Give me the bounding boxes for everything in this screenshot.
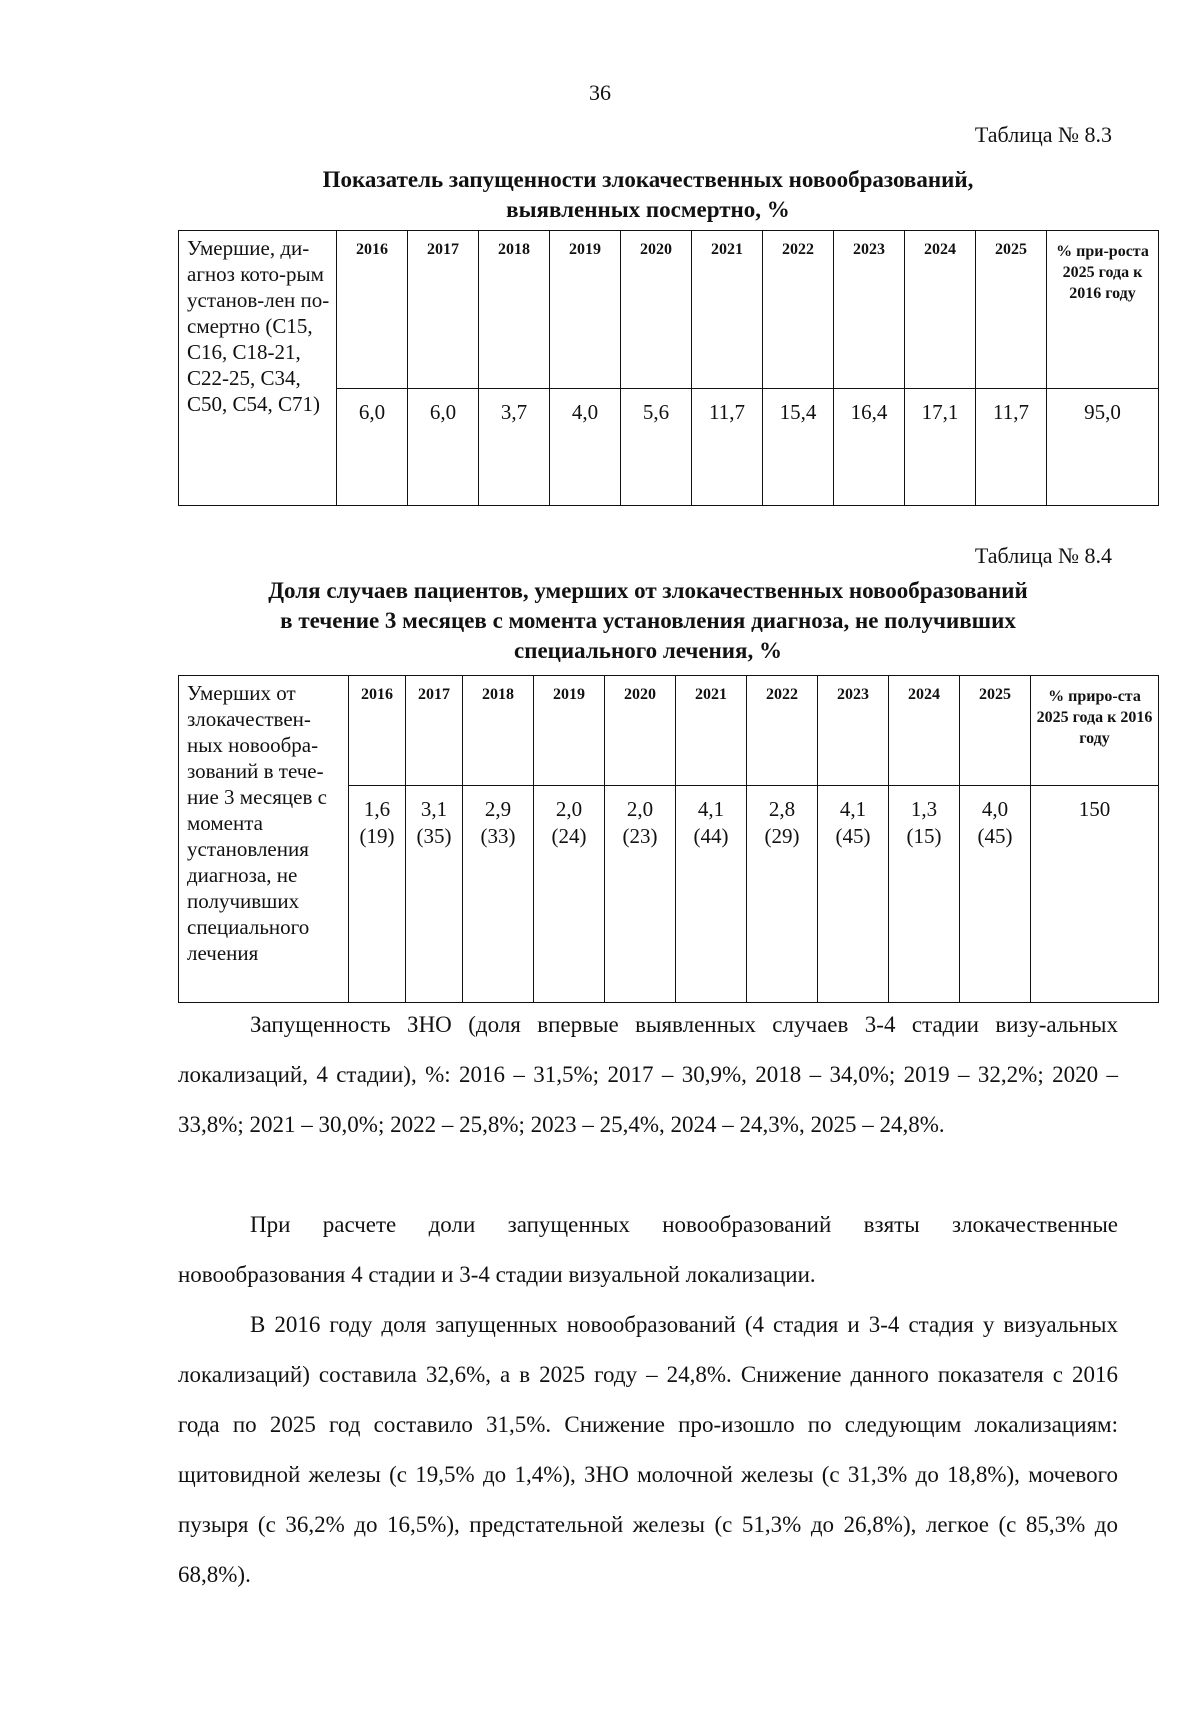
year-header: 2024 xyxy=(889,676,960,786)
year-header: 2018 xyxy=(479,231,550,389)
table-cell-value xyxy=(818,786,889,1003)
table-cell-value xyxy=(676,786,747,1003)
table-cell-value xyxy=(349,786,406,1003)
cell-count: (29) xyxy=(764,824,800,848)
table-cell-value: 3,7 xyxy=(479,389,550,506)
cell-count: (19) xyxy=(359,824,395,848)
cell-percent: 4,0 xyxy=(981,797,1009,821)
growth-value: 150 xyxy=(1031,786,1159,1003)
table-title-8-3 xyxy=(178,165,1118,225)
year-header: 2020 xyxy=(621,231,692,389)
year-header: 2022 xyxy=(747,676,818,786)
cell-count: (45) xyxy=(977,824,1013,848)
table-cell-value: 11,7 xyxy=(692,389,763,506)
year-header: 2021 xyxy=(692,231,763,389)
body-paragraph: В 2016 году доля запущенных новообразований (4 стадия и 3-4 стадия у визуальных локализаций) составила 32,6%, а в 2025 году – 24,8%. Снижение данного показателя с 2016 года по 2025 год составило 31,5%. Снижение про-изошло по следующим локализациям: щитовидной железы (с 19,5% до 1,4%), ЗНО молочной железы (с 31,3% до 18,8%), мочевого пузыря (с 36,2% до 16,5%), предстательной железы (с 51,3% до 26,8%), легкое (с 85,3% до 68,8%). xyxy=(178,1312,1118,1587)
cell-count: (15) xyxy=(906,824,942,848)
cell-percent: 1,6 xyxy=(363,797,391,821)
table-cell-value: 15,4 xyxy=(763,389,834,506)
table-cell-value: 4,0 xyxy=(550,389,621,506)
table-title-line: специального лечения, % xyxy=(514,637,782,663)
table-caption-8-4: Таблица № 8.4 xyxy=(974,543,1112,568)
cell-percent: 4,1 xyxy=(697,797,725,821)
table-cell-value: 5,6 xyxy=(621,389,692,506)
table-cell-value: 16,4 xyxy=(834,389,905,506)
table-8-3 xyxy=(178,230,1159,506)
body-paragraph: Запущенность ЗНО (доля впервые выявленных случаев 3-4 стадии визу-альных локализаций, 4 стадии), %: 2016 – 31,5%; 2017 – 30,9%, 2018 – 34,0%; 2019 – 32,2%; 2020 – 33,8%; 2021 – 30,0%; 2022 – 25,8%; 2023 – 25,4%, 2024 – 24,3%, 2025 – 24,8%. xyxy=(178,1012,1118,1137)
year-header: 2025 xyxy=(960,676,1031,786)
cell-percent: 3,1 xyxy=(420,797,448,821)
cell-percent: 4,1 xyxy=(839,797,867,821)
table-cell-value xyxy=(406,786,463,1003)
year-header: 2023 xyxy=(818,676,889,786)
table-cell-value: 6,0 xyxy=(408,389,479,506)
year-header: 2023 xyxy=(834,231,905,389)
table-cell-value xyxy=(463,786,534,1003)
page-number: 36 xyxy=(589,80,611,105)
body-paragraph: При расчете доли запущенных новообразований взяты злокачественные новообразования 4 стадии и 3-4 стадии визуальной локализации. xyxy=(178,1212,1118,1287)
year-header: 2025 xyxy=(976,231,1047,389)
cell-count: (44) xyxy=(693,824,729,848)
cell-count: (33) xyxy=(480,824,516,848)
year-header: 2016 xyxy=(337,231,408,389)
table-title-8-4 xyxy=(178,576,1118,666)
table-title-line: Показатель запущенности злокачественных новообразований, xyxy=(322,167,974,192)
table-cell-value xyxy=(605,786,676,1003)
year-header: 2017 xyxy=(408,231,479,389)
growth-header: % при-роста 2025 года к 2016 году xyxy=(1047,231,1159,389)
year-header: 2021 xyxy=(676,676,747,786)
year-header: 2018 xyxy=(463,676,534,786)
table-row-header: Умерших от злокачествен-ных новообра-зований в тече-ние 3 месяцев с момента установления диагноза, не получивших специального лечения xyxy=(179,676,349,1003)
table-title-line: Доля случаев пациентов, умерших от злокачественных новообразований xyxy=(268,578,1028,603)
table-title-line: в течение 3 месяцев с момента установления диагноза, не получивших xyxy=(280,607,1016,633)
year-header: 2024 xyxy=(905,231,976,389)
year-header: 2022 xyxy=(763,231,834,389)
table-8-4 xyxy=(178,675,1159,1003)
year-header: 2020 xyxy=(605,676,676,786)
table-cell-value: 11,7 xyxy=(976,389,1047,506)
cell-percent: 2,8 xyxy=(768,797,796,821)
cell-count: (45) xyxy=(835,824,871,848)
table-cell-value xyxy=(960,786,1031,1003)
growth-value: 95,0 xyxy=(1047,389,1159,506)
table-caption-8-3: Таблица № 8.3 xyxy=(974,122,1112,147)
cell-count: (23) xyxy=(622,824,658,848)
year-header: 2016 xyxy=(349,676,406,786)
table-row-header: Умершие, ди-агноз кото-рым установ-лен по-смертно (С15, С16, С18-21, С22-25, С34, С50, С54, С71) xyxy=(179,231,337,506)
table-title-line: выявленных посмертно, % xyxy=(506,196,790,222)
table-cell-value: 6,0 xyxy=(337,389,408,506)
table-cell-value xyxy=(534,786,605,1003)
table-cell-value: 17,1 xyxy=(905,389,976,506)
growth-header: % приро-ста 2025 года к 2016 году xyxy=(1031,676,1159,786)
year-header: 2017 xyxy=(406,676,463,786)
cell-count: (35) xyxy=(416,824,452,848)
table-cell-value xyxy=(889,786,960,1003)
year-header: 2019 xyxy=(534,676,605,786)
cell-count: (24) xyxy=(551,824,587,848)
table-cell-value xyxy=(747,786,818,1003)
cell-percent: 2,9 xyxy=(484,797,512,821)
cell-percent: 1,3 xyxy=(910,797,938,821)
year-header: 2019 xyxy=(550,231,621,389)
cell-percent: 2,0 xyxy=(626,797,654,821)
cell-percent: 2,0 xyxy=(555,797,583,821)
